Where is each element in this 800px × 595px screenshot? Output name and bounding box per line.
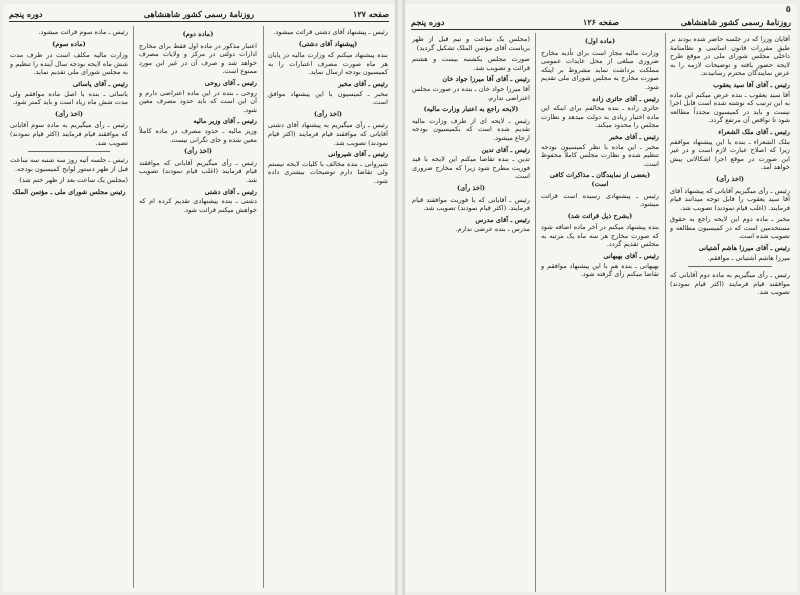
speaker-line: رئیس ـ آقای آقا میرزا جواد خان xyxy=(442,75,530,84)
paragraph: رئیس ـ رأی میگیریم به ماده سوم آقایانی که موافقند قیام فرمایند (اکثر قیام نمودند) تصویب شد. xyxy=(10,121,128,147)
section-heading: رئیس مجلس شورای ملی ـ مؤتمن الملک xyxy=(12,187,126,196)
book-gutter xyxy=(395,0,405,595)
paragraph: وزارت مالیه مکلف است در ظرف مدت شش ماه لایحه بودجه سال آینده را تنظیم و به مجلس شورای ملی تقدیم نماید. xyxy=(10,51,128,77)
paragraph: بهبهانی ـ بنده هم با این پیشنهاد موافقم و تقاضا میکنم رأی گرفته شود. xyxy=(541,261,659,279)
paragraph: رئیس ـ ماده سوم قرائت میشود. xyxy=(38,28,128,36)
paragraph: رئیس ـ لایحه ای از طرف وزارت مالیه تقدیم شده است که بکمیسیون بودجه ارجاع میشود. xyxy=(412,116,530,142)
column-divider xyxy=(263,26,264,588)
paragraph: میرزا هاشم آشتیانی ـ موافقم. xyxy=(707,253,790,262)
paragraph: رئیس ـ رأی میگیریم به پیشنهاد آقای دشتی آقایانی که موافقند قیام فرمایند (اکثر قیام نمودند) تصویب شد. xyxy=(268,121,388,147)
paragraph: (مجلس یک ساعت و نیم قبل از ظهر بریاست آقای مؤتمن الملک تشکیل گردید) xyxy=(412,35,530,52)
section-heading: (اخذ رأی) xyxy=(715,174,745,183)
speaker-line: رئیس ـ آقای حائری زاده xyxy=(592,94,659,103)
section-rule xyxy=(28,151,110,152)
paragraph: رئیس ـ آقایانی که با فوریت موافقند قیام فرمایند. (اکثر قیام نمودند) تصویب شد. xyxy=(412,195,530,213)
paragraph: رئیس ـ جلسه آتیه روز سه شنبه سه ساعت قبل از ظهر دستور لوایح کمیسیون بودجه. xyxy=(10,156,128,173)
paragraph: بنده پیشنهاد میکنم در آخر ماده اضافه شود که صورت مخارج هر سه ماه یک مرتبه به مجلس تقدیم گردد. xyxy=(541,223,659,249)
paragraph: مخبر ـ این ماده با نظر کمیسیون بودجه تنظیم شده و نظارت مجلس کاملاً محفوظ است. xyxy=(541,142,659,168)
paragraph: رئیس ـ رأی میگیریم آقایانی که پیشنهاد آقای آقا سید یعقوب را قابل توجه میدانند قیام فرمایند. (اغلب قیام نمودند) تصویب شد. xyxy=(670,186,790,212)
speaker-line: رئیس ـ آقای ملک الشعراء xyxy=(718,127,790,136)
right-page-column-2 xyxy=(541,35,659,592)
right-page-column-1 xyxy=(412,35,530,592)
paragraph: مدرس ـ بنده عرضی ندارم. xyxy=(455,225,530,234)
paragraph: تدین ـ بنده تقاضا میکنم این لایحه با قید فوریت مطرح شود زیرا که مخارج ضروری است. xyxy=(412,155,530,181)
paragraph: آقا سید یعقوب ـ بنده عرض میکنم این ماده به این ترتیب که نوشته شده است قابل اجرا نیست و باید در کمیسیون مجدداً مطالعه شود تا نواقص آن مرتفع گردد. xyxy=(670,90,790,125)
speaker-line: رئیس ـ آقای وزیر مالیه xyxy=(193,117,257,126)
page-number: ٥ xyxy=(785,5,791,15)
paragraph: یاسائی ـ بنده با اصل ماده موافقم ولی مدت شش ماه زیاد است و باید کمتر شود. xyxy=(10,89,128,107)
paragraph: آقا میرزا جواد خان ـ بنده در صورت مجلس اعتراضی ندارم. xyxy=(412,84,530,102)
paragraph: وزارت مالیه مجاز است برای تأدیه مخارج ضروری مبلغی از محل عایدات عمومی مملکت برداشت نماید مشروط بر اینکه صورت مخارج به مجلس شورای ملی تقدیم شود. xyxy=(541,48,659,91)
paragraph: بنده پیشنهاد میکنم که وزارت مالیه در پایان هر ماه صورت مصرف اعتبارات را به کمیسیون بودجه ارسال نماید. xyxy=(268,51,388,77)
speaker-line: رئیس ـ آقای مخبر xyxy=(609,132,659,141)
right-page-header xyxy=(411,16,791,30)
paragraph: شیروانی ـ بنده مخالف با کلیات لایحه نیستم ولی تقاضا دارم توضیحات بیشتری داده شود. xyxy=(268,159,388,185)
paragraph: ملک الشعراء ـ بنده با این پیشنهاد موافقم زیرا که اصلاح عبارت لازم است و در غیر این صورت در موقع اجرا اشکالاتی پیش خواهد آمد. xyxy=(670,137,790,172)
left-page xyxy=(3,4,395,592)
left-page-header xyxy=(9,8,389,22)
header-page-label: صفحه ۱۲۷ xyxy=(353,9,389,19)
column-divider xyxy=(133,26,134,588)
paragraph: رئیس ـ پیشنهاد آقای دشتی قرائت میشود. xyxy=(273,28,388,36)
speaker-line: رئیس ـ آقای مخبر xyxy=(338,79,388,88)
left-page-column-3 xyxy=(268,28,388,586)
section-heading: (پیشنهاد آقای دشتی) xyxy=(298,39,358,48)
paragraph: مخبر ـ ماده دوم این لایحه راجع به حقوق مستخدمین است که در کمیسیون مطالعه و تصویب شده است. xyxy=(670,215,790,241)
speaker-line: رئیس ـ آقای آقا سید یعقوب xyxy=(713,80,790,89)
section-heading: (ماده اول) xyxy=(584,37,616,45)
column-divider xyxy=(665,33,666,592)
right-page-column-3 xyxy=(670,35,790,592)
section-heading: (اخذ رأی) xyxy=(456,183,486,192)
section-heading: (ماده سوم) xyxy=(52,39,86,48)
paragraph: روحی ـ بنده در این ماده اعتراضی دارم و آن این است که باید حدود مصرف معین شود. xyxy=(139,88,257,114)
section-heading: (اخذ رأی) xyxy=(313,109,343,118)
paragraph: رئیس ـ رأی میگیریم آقایانی که موافقند قیام فرمایند (اغلب قیام نمودند) تصویب شد. xyxy=(139,158,257,184)
section-heading: (لایحه راجع به اعتبار وزارت مالیه) xyxy=(423,105,519,114)
section-rule xyxy=(688,266,772,267)
paragraph: وزیر مالیه ـ حدود مصرف در ماده کاملاً معین شده و جای نگرانی نیست. xyxy=(139,126,257,144)
header-journal-title: روزنامهٔ رسمی کشور شاهنشاهی xyxy=(143,9,255,19)
speaker-line: رئیس ـ آقای مدرس xyxy=(475,215,530,224)
paragraph: آقایان وزرا که در جلسه حاضر شده بودند بر طبق مقررات قانون اساسی و نظامنامهٔ داخلی مجلس شورای ملی در موقع طرح لایحه حضور یافته و توضیحات لازمه را به عرض نمایندگان محترم رسانیدند. xyxy=(670,35,790,78)
paragraph: رئیس ـ رأی میگیریم به ماده دوم آقایانی که موافقند قیام فرمایند (اکثر قیام نمودند) تصویب شد. xyxy=(670,271,790,297)
header-journal-title: روزنامهٔ رسمی کشور شاهنشاهی xyxy=(680,17,791,27)
header-session: دوره پنجم xyxy=(9,9,43,19)
left-page-column-2 xyxy=(139,28,257,586)
right-page xyxy=(405,4,797,592)
speaker-line: رئیس ـ آقای میرزا هاشم آشتیانی xyxy=(698,244,790,253)
paragraph: اعتبار مذکور در ماده اول فقط برای مخارج ادارات دولتی در مرکز و ولایات مصرف خواهد شد و صرف آن در غیر این مورد ممنوع است. xyxy=(139,41,257,76)
paragraph: دشتی ـ بنده پیشنهادی تقدیم کرده ام که خواهش میکنم قرائت شود. xyxy=(139,197,257,214)
speaker-line: رئیس ـ آقای تدین xyxy=(481,145,530,154)
header-page-label: صفحه ۱۲۶ xyxy=(583,17,619,27)
paragraph: مخبر ـ کمیسیون با این پیشنهاد موافق است. xyxy=(268,89,388,107)
paragraph: حائری زاده ـ بنده مخالفم برای اینکه این ماده اختیار زیادی به دولت میدهد و نظارت مجلس را محدود میکند. xyxy=(541,104,659,130)
section-heading: (ماده دوم) xyxy=(182,30,214,38)
paragraph: (مجلس یک ساعت بعد از ظهر ختم شد) xyxy=(19,176,128,185)
section-heading: (اخذ رأی) xyxy=(54,109,84,118)
speaker-line: رئیس ـ آقای دشتی xyxy=(204,187,257,196)
speaker-line: رئیس ـ آقای یاسائی xyxy=(72,79,128,88)
speaker-line: رئیس ـ آقای روحی xyxy=(204,78,257,87)
section-heading: (بعضی از نمایندگان ـ مذاکرات کافی است) xyxy=(549,171,651,188)
paragraph: صورت مجلس یکشنبه بیست و هشتم قرائت و تصویب شد. xyxy=(412,55,530,72)
speaker-line: رئیس ـ آقای شیروانی xyxy=(328,150,388,159)
speaker-line: رئیس ـ آقای بهبهانی xyxy=(603,252,659,261)
section-heading: (بشرح ذیل قرائت شد) xyxy=(567,211,633,220)
paragraph: رئیس ـ پیشنهادی رسیده است قرائت میشود. xyxy=(541,191,659,209)
header-session: دوره پنجم xyxy=(411,17,445,27)
column-divider xyxy=(535,33,536,592)
section-heading: (اخذ رأی) xyxy=(183,147,213,156)
left-page-column-1 xyxy=(10,28,128,586)
